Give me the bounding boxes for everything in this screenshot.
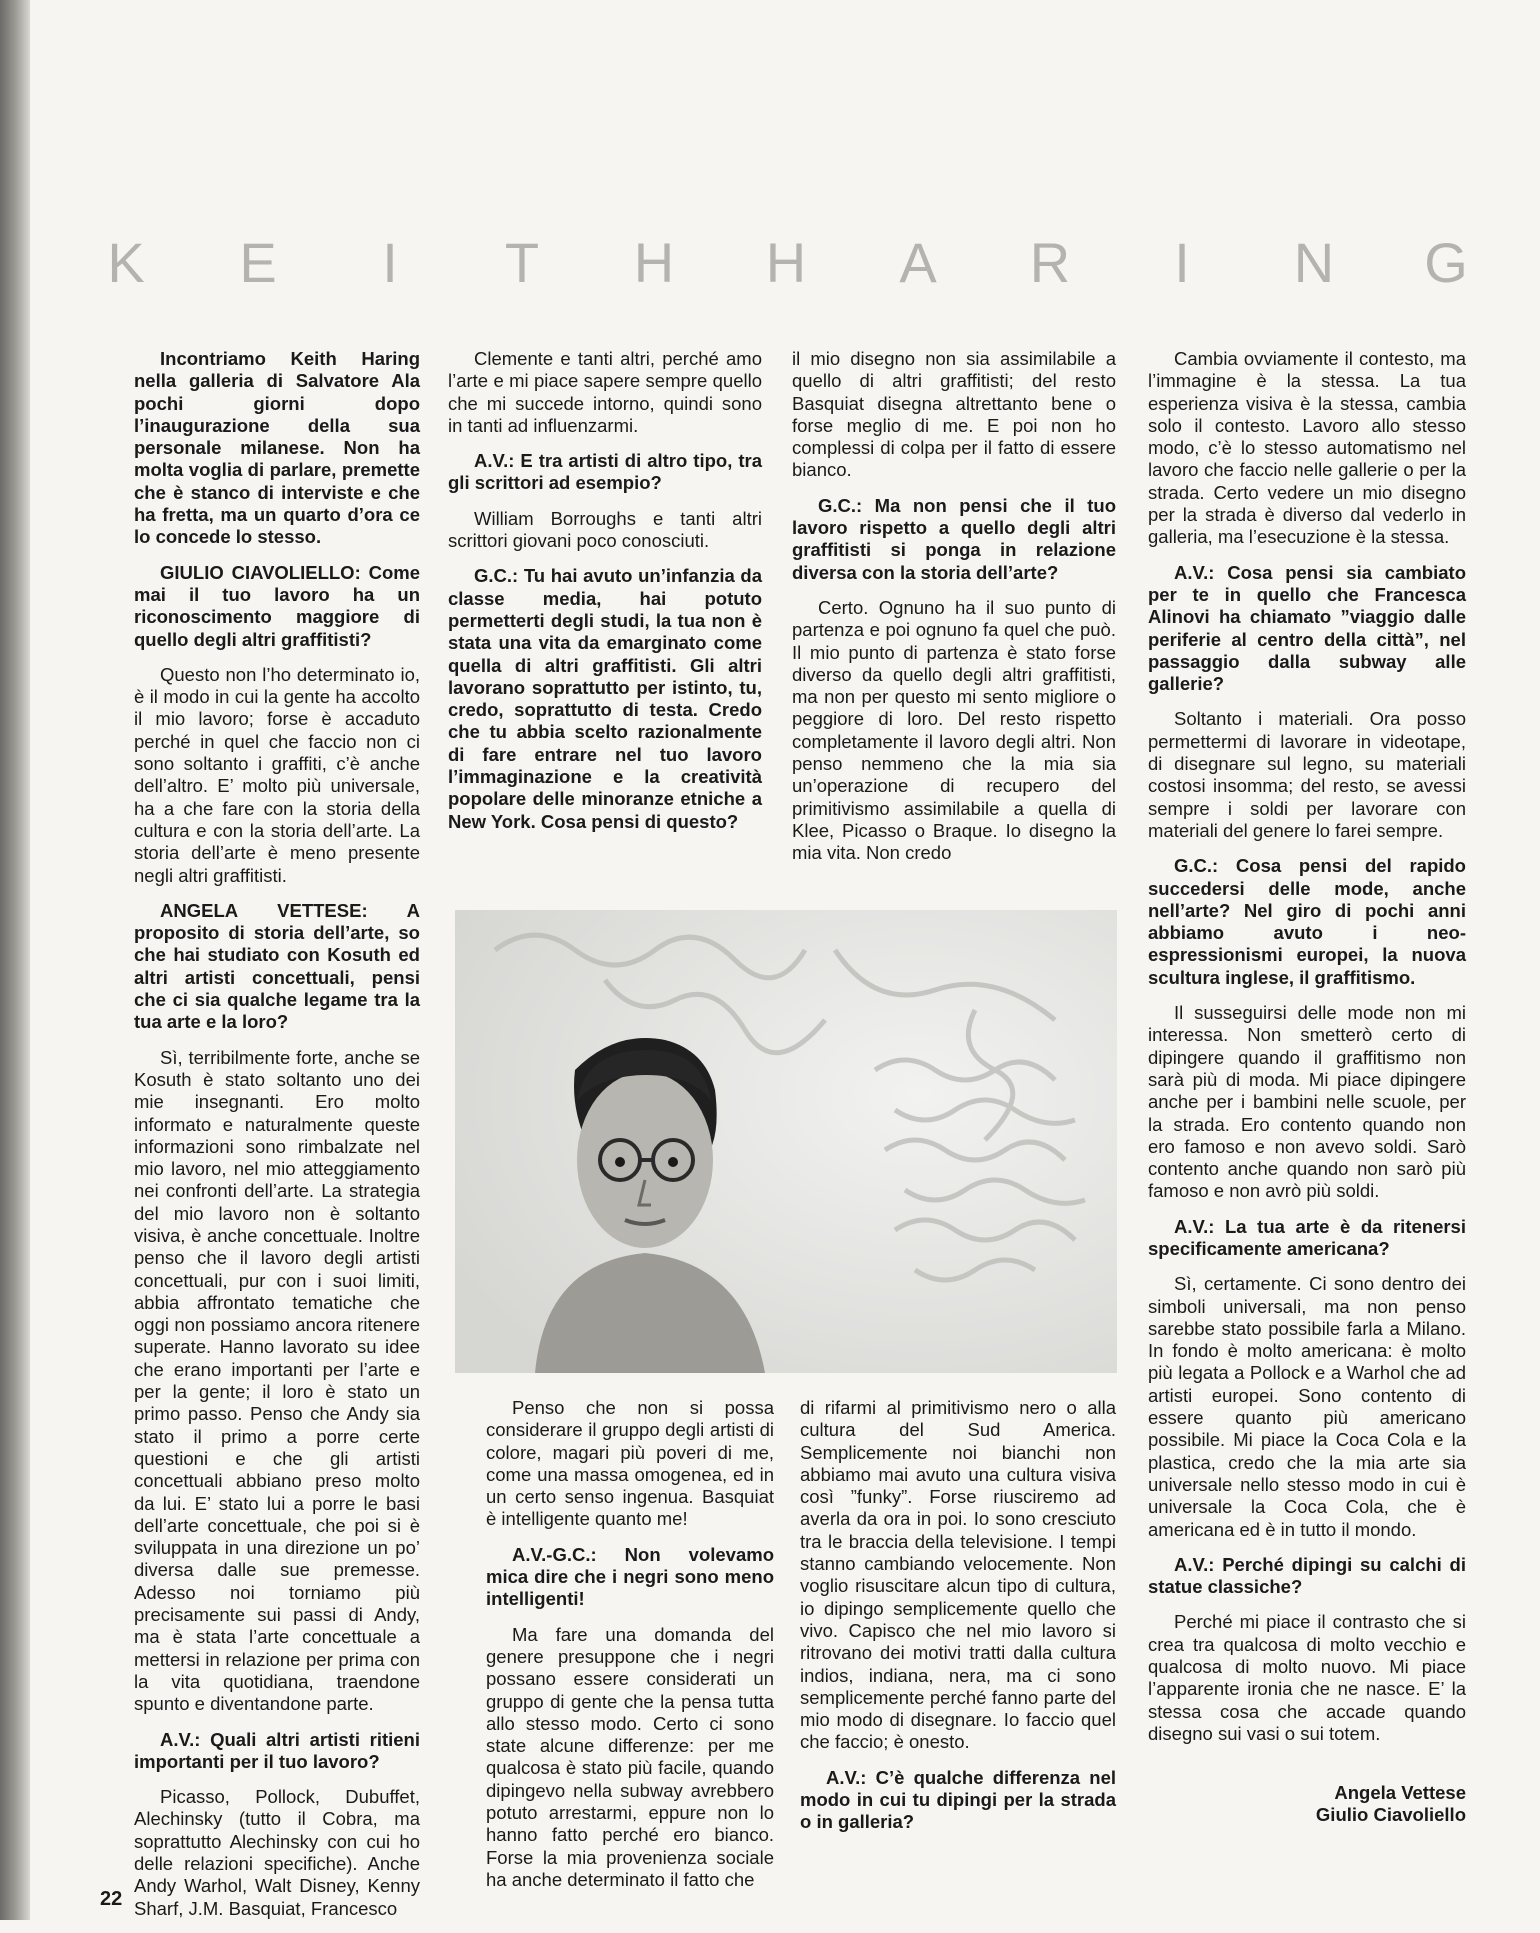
paragraph: Picasso, Pollock, Dubuffet, Alechinsky (tutto il Cobra, ma soprattutto Alechinsky con cui ho delle relazioni specifiche). Anche Andy Warhol, Walt Disney, Kenny Sharf, J.M. Basquiat, Francesco: [134, 1786, 420, 1919]
interview-question: A.V.: La tua arte è da ritenersi specificamente americana?: [1148, 1215, 1466, 1259]
interview-question: G.C.: Ma non pensi che il tuo lavoro rispetto a quello degli altri graffitisti si ponga in relazione diversa con la storia dell’arte?: [792, 494, 1116, 583]
title-letter: H: [633, 230, 675, 294]
column-2: [448, 348, 762, 846]
interview-question: GIULIO CIAVOLIELLO: Come mai il tuo lavoro ha un riconoscimento maggiore di quello degli altri graffitisti?: [134, 561, 420, 650]
paragraph: William Borroughs e tanti altri scrittori giovani poco conosciuti.: [448, 507, 762, 552]
article-title: [96, 232, 1476, 292]
paragraph: Perché mi piace il contrasto che si crea tra qualcosa di molto vecchio e qualcosa di molto nuovo. Mi piace l’apparente ironia che ne nasce. E’ la stessa cosa che accade quando disegno sui vasi o sui totem.: [1148, 1611, 1466, 1744]
paragraph: Penso che non si possa considerare il gruppo degli artisti di colore, magari più poveri di me, come una massa omogenea, ed in un certo senso ingenua. Basquiat è intelligente quanto me!: [486, 1397, 774, 1530]
column-2-lower: [486, 1397, 774, 1904]
title-letter: K: [107, 230, 145, 294]
title-letter: R: [1029, 230, 1071, 294]
interview-question: A.V.: Quali altri artisti ritieni importanti per il tuo lavoro?: [134, 1728, 420, 1772]
page-edge-shadow: [0, 0, 30, 1920]
page-number: 22: [100, 1888, 123, 1910]
title-letter: G: [1424, 230, 1468, 294]
paragraph: Soltanto i materiali. Ora posso permettermi di lavorare in videotape, di disegnare sul legno, su materiali costosi insomma; del resto, se avessi sempre i soldi per lavorare con materiali del genere lo farei sempre.: [1148, 708, 1466, 841]
title-letter: T: [504, 230, 540, 294]
interview-question: A.V.-G.C.: Non volevamo mica dire che i negri sono meno intelligenti!: [486, 1543, 774, 1610]
column-4: [1148, 348, 1466, 1758]
paragraph: Certo. Ognuno ha il suo punto di partenza e poi ognuno fa quel che può. Il mio punto di partenza è stato forse diverso da quello degli altri graffitisti, ma non per questo mi sento migliore o peggiore di loro. Del resto rispetto completamente il lavoro degli altri. Non penso nemmeno che la mia sia un’operazione di recupero del primitivismo assimilabile a quella di Klee, Picasso o Braque. Io disegno la mia vita. Non credo: [792, 596, 1116, 864]
paragraph: di rifarmi al primitivismo nero o alla cultura del Sud America. Semplicemente noi bianchi non abbiamo mai avuto una cultura visiva così ”funky”. Forse riusciremo ad averla da ora in poi. Io sono cresciuto tra le braccia della televisione. I tempi stanno cambiando velocemente. Non voglio risuscitare alcun tipo di cultura, io dipingo semplicemente quello che vivo. Capisco che nel mio lavoro si ritrovano dei motivi tratti dalla cultura indios, indiana, nera, ma ci sono semplicemente perché fanno parte del mio modo di disegnare. Io faccio quel che faccio; è onesto.: [800, 1397, 1116, 1753]
paragraph: il mio disegno non sia assimilabile a quello di altri graffitisti; del resto Basquiat disegna altrettanto bene o forse meglio di me. E poi non ho complessi di colpa per il fatto di essere bianco.: [792, 348, 1116, 481]
interview-question: A.V.: E tra artisti di altro tipo, tra gli scrittori ad esempio?: [448, 450, 762, 494]
interview-question: A.V.: C’è qualche differenza nel modo in cui tu dipingi per la strada o in galleria?: [800, 1766, 1116, 1833]
author-signature: [1166, 1782, 1466, 1826]
interview-question: G.C.: Cosa pensi del rapido succedersi delle mode, anche nell’arte? Nel giro di pochi anni abbiamo avuto i neo-espressionismi europei, la nuova scultura inglese, il graffitismo.: [1148, 855, 1466, 988]
title-letter: E: [239, 230, 277, 294]
author-name-2: Giulio Ciavoliello: [1315, 1804, 1466, 1825]
interview-question: A.V.: Perché dipingi su calchi di statue classiche?: [1148, 1553, 1466, 1598]
column-1: [134, 348, 420, 1933]
column-3: [792, 348, 1116, 878]
paragraph: Incontriamo Keith Haring nella galleria di Salvatore Ala pochi giorni dopo l’inaugurazione della sua personale milanese. Non ha molta voglia di parlare, premette che è stanco di interviste e che ha fretta, ma un quarto d’ora ce lo concede lo stesso.: [134, 348, 420, 548]
title-letter: I: [1174, 230, 1190, 294]
interview-question: G.C.: Tu hai avuto un’infanzia da classe media, hai potuto permetterti degli studi, la tua non è stata una vita da emarginato come quella di altri graffitisti. Gli altri lavorano soprattutto per istinto, tu, credo, soprattutto di testa. Credo che tu abbia scelto razionalmente di fare entrare nel tuo lavoro l’immaginazione e la creatività popolare delle minoranze etniche a New York. Cosa pensi di questo?: [448, 565, 762, 832]
author-name-1: Angela Vettese: [1334, 1782, 1466, 1803]
paragraph: Ma fare una domanda del genere presuppone che i negri possano essere considerati un gruppo di gente che la pensa tutta allo stesso modo. Certo ci sono state alcune differenze: per me qualcosa è stato più facile, quando dipingevo nella subway avrebbero potuto arrestarmi, eppure non lo hanno fatto perché ero bianco. Forse la mia provenienza sociale ha anche determinato il fatto che: [486, 1623, 774, 1890]
portrait-photo: [455, 910, 1117, 1373]
interview-question: ANGELA VETTESE: A proposito di storia dell’arte, so che hai studiato con Kosuth ed altri artisti concettuali, pensi che ci sia qualche legame tra la tua arte e la loro?: [134, 899, 420, 1033]
paragraph: Clemente e tanti altri, perché amo l’arte e mi piace sapere sempre quello che mi succede intorno, quindi sono in tanti ad influenzarmi.: [448, 348, 762, 436]
column-3-lower: [800, 1397, 1116, 1847]
paragraph: Cambia ovviamente il contesto, ma l’immagine è la stessa. La tua esperienza visiva è la stessa, cambia solo il contesto. Lavoro allo stesso modo, c’è lo stesso automatismo nel lavoro che faccio nelle gallerie o per la strada. Certo vedere un mio disegno per la strada è diverso dal vederlo in galleria, ma l’esecuzione è la stessa.: [1148, 348, 1466, 548]
title-letter: I: [382, 230, 398, 294]
title-letter: H: [765, 230, 807, 294]
paragraph: Il susseguirsi delle mode non mi interessa. Non smetterò certo di dipingere quando il graffitismo non sarà più di moda. Mi piace dipingere anche per i bambini nelle scuole, per la strada. Ero contento quando non ero famoso e non avevo soldi. Sarò contento anche quando non sarò più famoso e non avrò più soldi.: [1148, 1002, 1466, 1202]
title-letter: N: [1293, 230, 1335, 294]
title-letter: A: [899, 230, 937, 294]
paragraph: Sì, terribilmente forte, anche se Kosuth è stato soltanto uno dei mie insegnanti. Ero molto informato e naturalmente queste informazioni sono rimbalzate nel mio lavoro, nel mio atteggiamento nei confronti dell’arte. La strategia del mio lavoro non è soltanto visiva, è anche concettuale. Inoltre penso che il lavoro degli artisti concettuali, pur con i suoi limiti, abbia affrontato tematiche che oggi non possiamo ancora ritenere superate. Hanno lavorato su idee che erano importanti per l’arte e per la gente; il loro è stato un primo passo. Penso che Andy sia stato il primo a porre certe questioni e che gli artisti concettuali abbiano preso molto da lui. E’ stato lui a porre le basi dell’arte concettuale, che poi si è sviluppata in una direzione un po’ diversa dalle sue premesse. Adesso noi torniamo più precisamente sui passi di Andy, ma è stata l’arte concettuale a mettersi in relazione per prima con la vita quotidiana, traendone spunto e diventandone parte.: [134, 1046, 420, 1715]
paragraph: Sì, certamente. Ci sono dentro dei simboli universali, ma non penso sarebbe stato possibile farla a Milano. In fondo è molto americana: è molto più legata a Pollock e a Warhol che ad artisti europei. Sono contento di essere quanto più americano possibile. Mi piace la Coca Cola e la plastica, credo che la mia arte sia universale nello stesso modo in cui è universale la Coca Cola, che è americana ed è in tutto il mondo.: [1148, 1273, 1466, 1540]
portrait-illustration: [455, 910, 1117, 1373]
interview-question: A.V.: Cosa pensi sia cambiato per te in quello che Francesca Alinovi ha chiamato ”viaggio dalle periferie al centro della città”, nel passaggio dalla subway alle gallerie?: [1148, 561, 1466, 695]
paragraph: Questo non l’ho determinato io, è il modo in cui la gente ha accolto il mio lavoro; forse è accaduto perché in quel che faccio non ci sono soltanto i graffiti, c’è anche dell’altro. E’ molto più universale, ha a che fare con la storia della cultura e con la storia dell’arte. La storia dell’arte è meno presente negli altri graffitisti.: [134, 663, 420, 886]
